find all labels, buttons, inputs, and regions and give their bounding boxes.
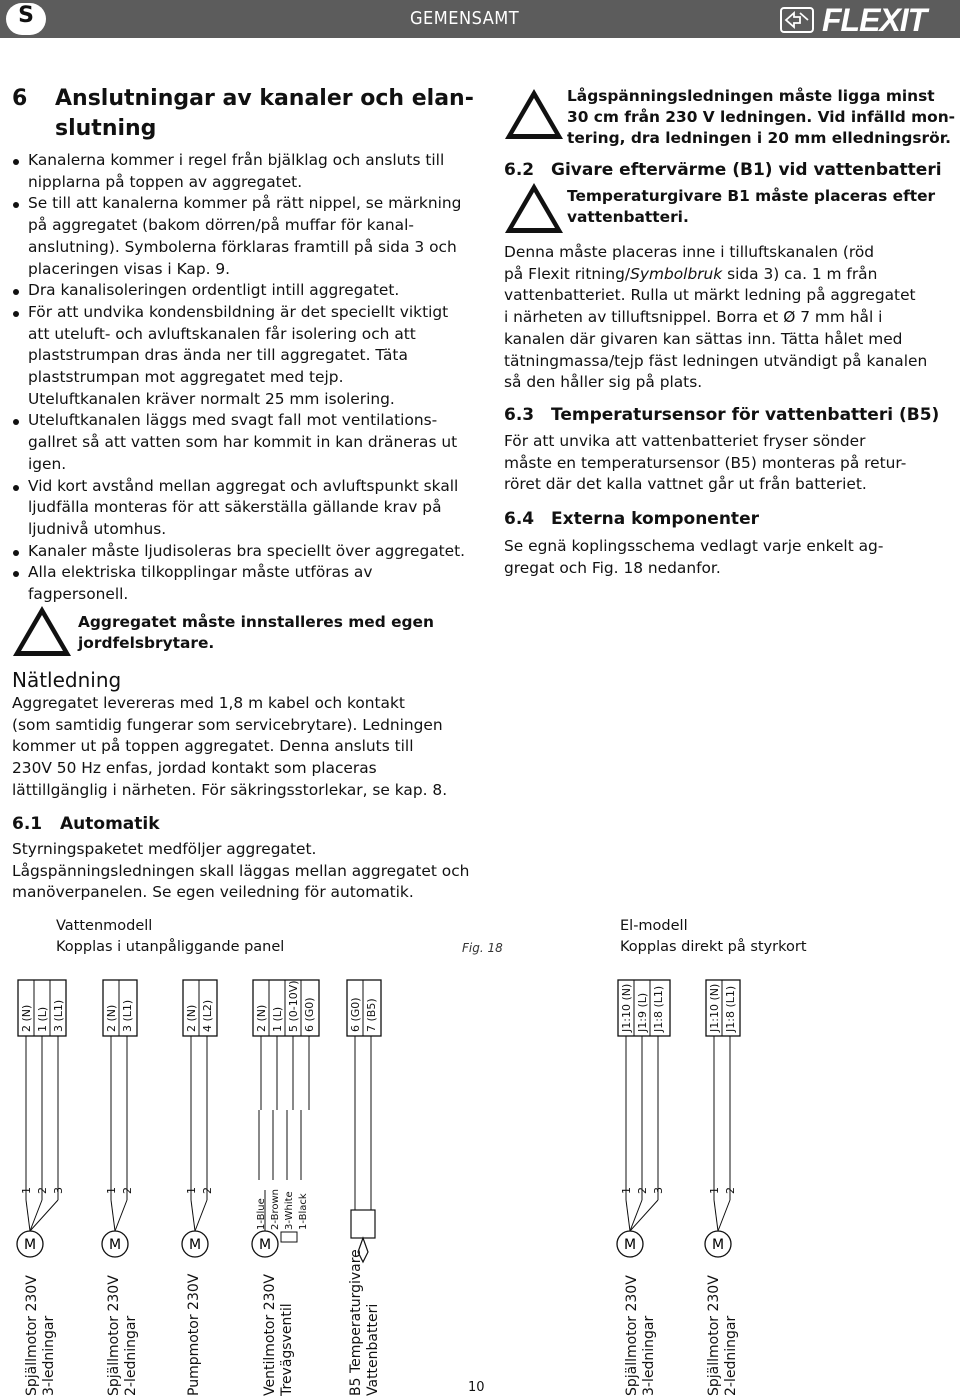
motor-label: M — [623, 1237, 637, 1253]
terminal-label: 2 (N) — [185, 1004, 198, 1032]
section-6-1-title: Automatik — [60, 814, 160, 834]
warning-line: 30 cm från 230 V ledningen. Vid infälld mon- — [567, 108, 956, 126]
bullet-line: Kanalerna kommer i regel från bjälklag och ansluts till — [28, 151, 445, 169]
terminal-label: J1:8 (L1) — [724, 985, 737, 1032]
section-6-3-line: röret där det kalla vattnet går ut från batteriet. — [504, 475, 867, 494]
component-caption: Vattenbatteri — [365, 1303, 381, 1396]
motor-wire-join — [115, 1200, 127, 1231]
wire-label: 1 — [620, 1187, 633, 1194]
bullet-line: Kanaler måste ljudisoleras bra speciellt över aggregatet. — [28, 541, 466, 560]
bullet-line: fagpersonell. — [28, 585, 129, 604]
motor-label: M — [258, 1237, 272, 1253]
section-6-3-line: För att unvika att vattenbatteriet fryser sönder — [504, 432, 866, 450]
wire-label: 2 — [121, 1187, 134, 1194]
section-6-4-paragraph — [504, 536, 956, 579]
bullet-line: Se till att kanalerna kommer på rätt nippel, se märkning — [28, 194, 462, 213]
wiring-diagram — [0, 960, 960, 1397]
component-caption: 3-ledningar — [41, 1315, 57, 1396]
section-6-3-number: 6.3 — [504, 405, 535, 425]
bullet-line: ljudfälla monteras för att säkerställa gällande krav på — [28, 498, 442, 517]
warning-low-voltage — [567, 86, 957, 149]
wire-label: 2 — [36, 1187, 49, 1194]
duct-bullet-list — [12, 150, 482, 606]
section-6-3-line: måste en temperatursensor (B5) monteras på retur- — [504, 453, 907, 472]
wire-label: 3 — [52, 1187, 65, 1194]
sensor-body — [351, 1210, 375, 1238]
section-6-title-line1: Anslutningar av kanaler och elan- — [55, 86, 474, 111]
section-badge-letter: S — [18, 3, 34, 28]
bullet-line: plaststrumpan mot aggregatet med tejp. — [28, 368, 344, 387]
motor-wire-join — [30, 1200, 58, 1231]
terminal-label: 2 (N) — [105, 1004, 118, 1032]
terminal-label: 1 (L) — [271, 1006, 284, 1032]
natledning-heading: Nätledning — [12, 668, 122, 692]
natledning-line: 230V 50 Hz enfas, jordad kontakt som placeras — [12, 759, 377, 778]
terminal-label: 7 (B5) — [365, 998, 378, 1032]
component-caption: Spjällmotor 230V — [624, 1275, 640, 1396]
terminal-label: J1:10 (N) — [620, 983, 633, 1032]
bullet-line: igen. — [28, 454, 67, 473]
section-6-number: 6 — [12, 86, 28, 111]
bullet-line: gallret så att vatten som har kommit in kan dräneras ut — [28, 433, 458, 452]
bullet-line: placeringen visas i Kap. 9. — [28, 259, 231, 278]
section-6-2-title: Givare eftervärme (B1) vid vattenbatteri — [551, 160, 942, 180]
motor-wire-join — [195, 1200, 207, 1231]
bullet-line: För att undvika kondensbildning är det speciellt viktigt — [28, 302, 449, 321]
bullet-line: Uteluftkanalen kräver normalt 25 mm isolering. — [28, 389, 395, 408]
bullet-line: Uteluftkanalen läggs med svagt fall mot ventilations- — [28, 411, 438, 430]
motor-wire-join — [718, 1200, 730, 1231]
brand-name: FLEXIT — [822, 2, 927, 38]
terminal-label: 2 (N) — [20, 1004, 33, 1032]
terminal-label: 3 (L1) — [121, 999, 134, 1032]
page-header — [0, 0, 960, 38]
section-6-4-number: 6.4 — [504, 509, 535, 529]
motor-wire-join — [630, 1200, 658, 1231]
section-6-1-line: Lågspänningsledningen skall läggas mellan aggregatet och — [12, 861, 470, 880]
component-caption: Pumpmotor 230V — [186, 1273, 202, 1396]
wiring-diagram-svg — [0, 960, 960, 1397]
bullet-line: Dra kanalisoleringen ordentligt intill aggregatet. — [28, 281, 400, 300]
warning-line: Temperaturgivare B1 måste placeras efter — [567, 187, 936, 205]
el-model-subtitle: Kopplas direkt på styrkort — [620, 939, 807, 955]
warning-line: vattenbatteri. — [567, 208, 689, 226]
bullet-line: nipplarna på toppen av aggregatet. — [28, 172, 303, 191]
terminal-label: 3 (L1) — [52, 999, 65, 1032]
valve-wire-label: 3-White — [284, 1191, 295, 1230]
section-title: GEMENSAMT — [410, 8, 520, 29]
warning-b1-sensor — [567, 186, 957, 228]
motor-wire-join — [191, 1200, 195, 1231]
wire-label: 2 — [724, 1187, 737, 1194]
bullet-item — [12, 476, 482, 541]
section-6-1-line: Styrningspaketet medföljer aggregatet. — [12, 840, 317, 858]
bullet-item — [12, 193, 482, 280]
figure-label: Fig. 18 — [462, 941, 503, 955]
valve-wire-label: 1-Black — [298, 1193, 309, 1230]
warning-line: Lågspänningsledningen måste ligga minst — [567, 87, 935, 105]
component-caption: 2-ledningar — [123, 1315, 139, 1396]
wire-label: 1 — [105, 1187, 118, 1194]
flexit-logo — [780, 2, 958, 36]
component-caption: Spjällmotor 230V — [706, 1275, 722, 1396]
terminal-label: 2 (N) — [255, 1004, 268, 1032]
wire-label: 1 — [708, 1187, 721, 1194]
wire-label: 3 — [652, 1187, 665, 1194]
motor-label: M — [23, 1237, 37, 1253]
warning-triangle-icon — [502, 180, 566, 236]
terminal-label: J1:10 (N) — [708, 983, 721, 1032]
motor-wire-join — [714, 1200, 718, 1231]
terminal-label: 6 (G0) — [303, 997, 316, 1032]
section-6-4-line: Se egnä koplingsschema vedlagt varje enkelt ag- — [504, 537, 884, 555]
warning-ground-line1: Aggregatet måste innstalleres med egen — [78, 613, 434, 631]
natledning-paragraph — [12, 693, 482, 802]
natledning-line: kommer ut på toppen aggregatet. Denna ansluts till — [12, 737, 414, 756]
bullet-line: anslutning). Symbolerna förklaras framtill på sida 3 och — [28, 237, 457, 256]
terminal-label: 4 (L2) — [201, 999, 214, 1032]
section-6-1-paragraph — [12, 839, 482, 904]
component-caption: Spjällmotor 230V — [24, 1275, 40, 1396]
valve-wire-label: 2-Brown — [270, 1188, 281, 1230]
motor-label: M — [188, 1237, 202, 1253]
component-caption: B5 Temperaturgivare — [348, 1249, 364, 1396]
bullet-line: på aggregatet (bakom dörren/på muffar för kanal- — [28, 216, 414, 235]
natledning-line: lättillgänglig i närheten. För säkringsstorlekar, se kap. 8. — [12, 780, 448, 799]
bullet-line: att uteluft- och avluftskanalen får isolering och att — [28, 324, 416, 343]
terminal-label: J1:8 (L1) — [652, 985, 665, 1032]
section-6-4-title: Externa komponenter — [551, 509, 759, 529]
warning-triangle-icon — [10, 603, 74, 659]
motor-wire-join — [626, 1200, 630, 1231]
bullet-item — [12, 562, 482, 605]
wire-label: 1 — [185, 1187, 198, 1194]
valve-resistor-icon — [281, 1232, 297, 1242]
bullet-line: ljudnivå utomhus. — [28, 519, 167, 538]
el-model-title: El-modell — [620, 918, 688, 934]
section-6-2-number: 6.2 — [504, 160, 535, 180]
bullet-line: Vid kort avstånd mellan aggregat och avluftspunkt skall — [28, 476, 459, 495]
terminal-label: J1:9 (L) — [636, 992, 649, 1032]
terminal-label: 1 (L) — [36, 1006, 49, 1032]
motor-wire-join — [111, 1200, 115, 1231]
bullet-line: Alla elektriska tilkopplingar måste utföras av — [28, 563, 373, 582]
section-6-title-line2: slutning — [55, 116, 157, 141]
component-caption: 2-ledningar — [723, 1315, 739, 1396]
warning-ground-line2: jordfelsbrytare. — [78, 634, 215, 652]
component-caption: Trevägsventil — [279, 1303, 295, 1396]
section-badge — [6, 3, 46, 35]
motor-label: M — [711, 1237, 725, 1253]
warning-line: tering, dra ledningen i 20 mm elledningsrör. — [567, 129, 951, 147]
component-caption: Ventilmotor 230V — [262, 1273, 278, 1396]
wire-label: 2 — [636, 1187, 649, 1194]
motor-wire-join — [630, 1200, 642, 1231]
section-6-1-line: manöverpanelen. Se egen veiledning för automatik. — [12, 883, 414, 902]
bullet-item — [12, 410, 482, 475]
water-model-title: Vattenmodell — [56, 918, 153, 934]
bullet-item — [12, 302, 482, 411]
flexit-arrow-icon — [780, 7, 814, 33]
valve-wire-label: 1-Blue — [256, 1198, 267, 1230]
motor-label: M — [108, 1237, 122, 1253]
terminal-label: 5 (0-10V) — [287, 980, 300, 1032]
page-number: 10 — [468, 1380, 485, 1395]
warning-triangle-icon — [502, 86, 566, 142]
section-6-1-number: 6.1 — [12, 814, 43, 834]
section-6-2-paragraph: Denna måste placeras inne i tilluftskanalen (röd på Flexit ritning/Symbolbruk sida 3) ca. 1 m från vattenbatteriet. Rulla ut märkt ledning på aggregatet i närheten av tilluftsnippel. Borra et Ø 7 mm hål i kanalen där givaren kan sättas inn. Tätta hålet med tätningmassa/tejp fäst ledningen utvändigt på kanalen så den håller sig på plats. — [504, 243, 928, 392]
wire-label: 2 — [201, 1187, 214, 1194]
water-model-subtitle: Kopplas i utanpåliggande panel — [56, 939, 285, 955]
bullet-line: plaststrumpan dras ända ner till aggregatet. Täta — [28, 346, 408, 365]
natledning-line: (som samtidig fungerar som servicebrytare). Ledningen — [12, 715, 443, 734]
motor-wire-join — [26, 1200, 30, 1231]
bullet-item — [12, 150, 482, 193]
wire-label: 1 — [20, 1187, 33, 1194]
bullet-item — [12, 280, 482, 302]
bullet-item — [12, 541, 482, 563]
component-caption: Spjällmotor 230V — [106, 1275, 122, 1396]
section-6-3-title: Temperatursensor för vattenbatteri (B5) — [551, 405, 940, 425]
component-caption: 3-ledningar — [641, 1315, 657, 1396]
terminal-label: 6 (G0) — [349, 997, 362, 1032]
motor-wire-join — [30, 1200, 42, 1231]
natledning-line: Aggregatet levereras med 1,8 m kabel och kontakt — [12, 694, 405, 712]
section-6-3-paragraph — [504, 431, 956, 496]
section-6-4-line: gregat och Fig. 18 nedanfor. — [504, 558, 721, 577]
